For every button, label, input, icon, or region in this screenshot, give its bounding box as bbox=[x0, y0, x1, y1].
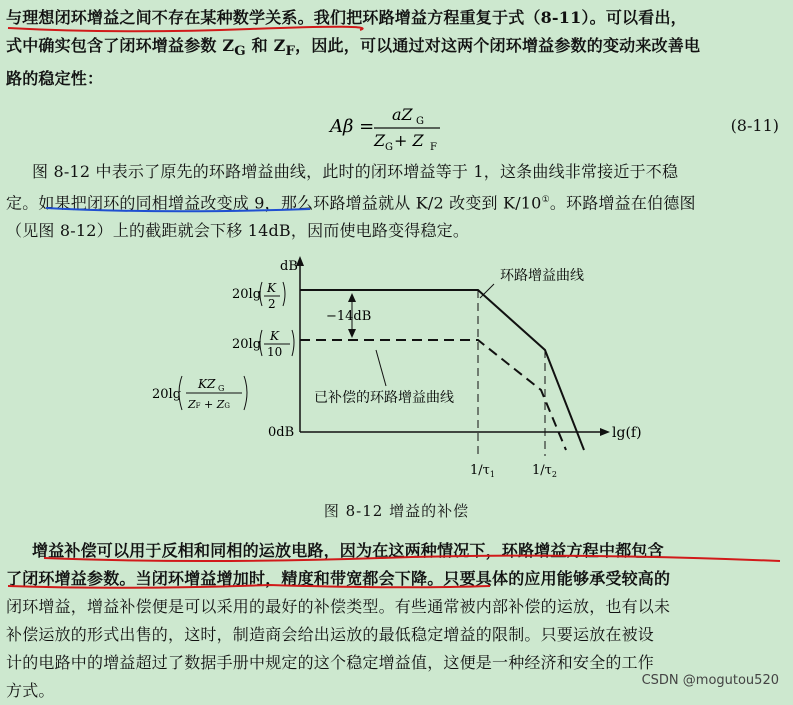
paragraph-3-line-5: 计的电路中的增益超过了数据手册中规定的这个稳定增益值，这便是一种经济和安全的工作 bbox=[6, 653, 655, 672]
subscript-f: F bbox=[285, 43, 296, 60]
paragraph-2-line-2 bbox=[6, 186, 793, 217]
paragraph-1-line-2 bbox=[6, 32, 781, 65]
tick-tau2: $1/\tau_2$ bbox=[532, 463, 557, 479]
watermark: CSDN @mogutou520 bbox=[641, 673, 779, 688]
paragraph-2-line-3: （见图 8-12）上的截距就会下移 14dB，因而使电路变得稳定。 bbox=[6, 221, 470, 241]
delta-arrow-up bbox=[348, 293, 356, 302]
label-mid-den: 10 bbox=[267, 345, 283, 359]
paragraph-3-line-4: 补偿运放的形式出售的，这时，制造商会给出运放的最低稳定增益的限制。只要运放在被设 bbox=[6, 625, 655, 644]
label-mid: 20lg bbox=[232, 337, 262, 352]
formula-denominator-plus: + Z bbox=[394, 131, 424, 150]
paren-close-top bbox=[283, 282, 285, 306]
label-curve-compensated: 已补偿的环路增益曲线 bbox=[314, 390, 454, 406]
line-2-mid: 和 Z bbox=[245, 36, 286, 55]
paragraph-3-line-6: 方式。 bbox=[6, 681, 55, 700]
line-2-tail: 。环路增益在伯德图 bbox=[549, 193, 696, 213]
paragraph-2 bbox=[6, 158, 793, 245]
y-axis-unit: dB bbox=[280, 259, 298, 274]
paragraph-2-line-1: 图 8-12 中表示了原先的环路增益曲线，此时的闭环增益等于 1，这条曲线非常接近于不稳 bbox=[32, 162, 679, 181]
paragraph-1-line-1: 与理想闭环增益之间不存在某种数学关系。我们把环路增益方程重复于式（8-11）。可以看出， bbox=[6, 8, 687, 27]
label-top-den: 2 bbox=[268, 297, 276, 311]
label-mid-num: K bbox=[270, 329, 279, 343]
formula-graphic bbox=[0, 102, 793, 152]
x-axis-label: lg(f) bbox=[612, 425, 642, 441]
label-top-num: K bbox=[267, 281, 276, 295]
label-low-num-sub: G bbox=[218, 384, 225, 393]
label-curve-original: 环路增益曲线 bbox=[500, 268, 584, 284]
tick-tau1: $1/\tau_1$ bbox=[470, 463, 495, 479]
label-top: 20lg bbox=[232, 287, 262, 302]
paragraph-3-line-3: 闭环增益，增益补偿便是可以采用的最好的补偿类型。有些通常被内部补偿的运放，也有以未 bbox=[6, 597, 671, 616]
figure-8-12 bbox=[0, 250, 793, 500]
formula-8-11 bbox=[0, 102, 793, 152]
paragraph-3-line-1: 增益补偿可以用于反相和同相的运放电路，因为在这两种情况下，环路增益方程中都包含 bbox=[32, 541, 664, 560]
x-axis-arrow bbox=[600, 428, 610, 436]
formula-denominator-right-sub: F bbox=[430, 142, 437, 152]
delta-arrow-down bbox=[348, 329, 356, 338]
line-2-rest: ，因此，可以通过对这两个闭环增益参数的变动来改善电 bbox=[295, 36, 701, 55]
formula-lhs: Aβ = bbox=[330, 116, 375, 137]
equation-number: (8-11) bbox=[730, 116, 779, 135]
figure-caption: 图 8-12 增益的补偿 bbox=[323, 502, 470, 520]
pointer-original bbox=[480, 284, 494, 298]
line-2-main: 定。如果把闭环的同相增益改变成 9，那么环路增益就从 K/2 改变到 K/10 bbox=[6, 193, 542, 213]
line-2-start: 式中确实包含了闭环增益参数 Z bbox=[6, 36, 235, 55]
formula-denominator-left: Z bbox=[374, 131, 386, 150]
subscript-g: G bbox=[234, 43, 246, 60]
label-0db: 0dB bbox=[268, 425, 295, 440]
formula-denominator-left-sub: G bbox=[385, 142, 393, 152]
paragraph-1 bbox=[6, 4, 781, 93]
paragraph-3-line-2: 了闭环增益参数。当闭环增益增加时，精度和带宽都会下降。只要具体的应用能够承受较高的 bbox=[6, 569, 671, 588]
formula-numerator: aZ bbox=[392, 105, 413, 124]
footnote-mark: ① bbox=[541, 195, 550, 205]
pointer-compensated bbox=[376, 350, 386, 386]
formula-numerator-sub: G bbox=[416, 116, 424, 127]
label-low-den: ZF + ZG bbox=[188, 398, 230, 411]
paren-close-low bbox=[244, 376, 247, 410]
paragraph-1-line-3: 路的稳定性： bbox=[6, 69, 104, 89]
label-delta: −14dB bbox=[326, 309, 372, 324]
label-low-num: KZ bbox=[198, 377, 216, 391]
paren-close-mid bbox=[292, 330, 294, 356]
label-low: 20lg bbox=[152, 387, 182, 402]
